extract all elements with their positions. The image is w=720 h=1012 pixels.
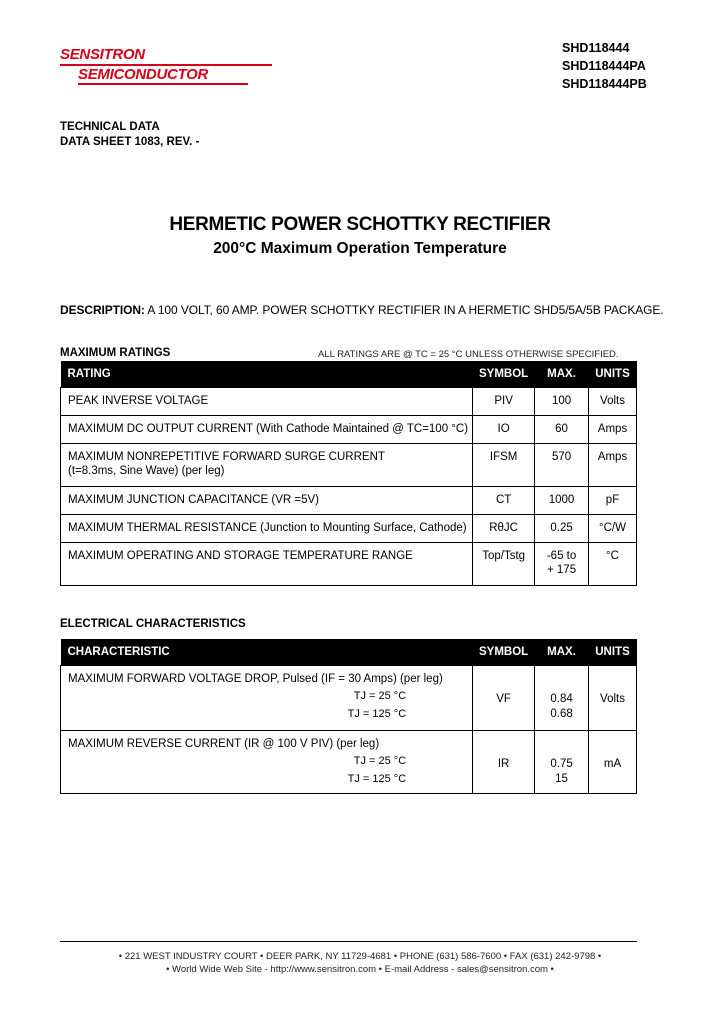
- company-logo-line2: SEMICONDUCTOR: [78, 66, 208, 83]
- symbol-cell: RθJC: [489, 522, 518, 534]
- footer-divider: [60, 941, 637, 942]
- document-subtitle: 200°C Maximum Operation Temperature: [213, 240, 507, 257]
- table-row: [61, 731, 637, 794]
- document-title: HERMETIC POWER SCHOTTKY RECTIFIER: [169, 214, 551, 235]
- characteristic-cell: MAXIMUM FORWARD VOLTAGE DROP, Pulsed (IF = 30 Amps) (per leg): [68, 673, 443, 685]
- symbol-cell: IO: [497, 423, 510, 435]
- units-cell: Volts: [600, 693, 625, 705]
- rating-cell: MAXIMUM DC OUTPUT CURRENT (With Cathode Maintained @ TC=100 °C): [68, 423, 469, 435]
- max-cell: 100: [551, 395, 572, 407]
- units-cell: °C/W: [599, 522, 626, 534]
- rating-cell: MAXIMUM JUNCTION CAPACITANCE (VR =5V): [68, 494, 319, 506]
- rating-cell: MAXIMUM OPERATING AND STORAGE TEMPERATURE RANGE: [68, 550, 413, 562]
- symbol-cell: VF: [496, 693, 511, 705]
- table-row: [61, 543, 637, 586]
- max-cell: 0.25: [550, 522, 573, 534]
- characteristic-cell: MAXIMUM REVERSE CURRENT (IR @ 100 V PIV) (per leg): [68, 738, 380, 750]
- logo-underline: [78, 83, 248, 85]
- section-title-electrical: ELECTRICAL CHARACTERISTICS: [60, 618, 246, 630]
- units-cell: °C: [606, 550, 619, 562]
- ratings-condition-note: ALL RATINGS ARE @ TC = 25 °C UNLESS OTHERWISE SPECIFIED.: [318, 349, 619, 360]
- column-header: RATING: [61, 361, 473, 388]
- units-cell: Amps: [597, 423, 628, 435]
- max-cell: 0.68: [550, 708, 573, 720]
- column-header: UNITS: [589, 361, 637, 388]
- table-row: [61, 444, 637, 487]
- table-header-row: [61, 639, 637, 666]
- units-cell: mA: [603, 758, 622, 770]
- description: [60, 303, 664, 317]
- units-cell: Amps: [597, 451, 628, 463]
- description-text: A 100 VOLT, 60 AMP. POWER SCHOTTKY RECTIFIER IN A HERMETIC SHD5/5A/5B PACKAGE.: [144, 303, 664, 317]
- table-row: [61, 388, 637, 416]
- table-row: [61, 416, 637, 444]
- symbol-cell: CT: [495, 494, 512, 506]
- table-row: [61, 666, 637, 731]
- technical-data-label: TECHNICAL DATA: [60, 121, 160, 133]
- column-header: MAX.: [535, 361, 589, 388]
- max-ratings-table: [60, 361, 637, 586]
- max-cell: 0.75: [550, 758, 573, 770]
- max-cell: 60: [555, 423, 568, 435]
- rating-cell: MAXIMUM NONREPETITIVE FORWARD SURGE CURRENT: [68, 451, 385, 463]
- column-header: MAX.: [535, 639, 589, 666]
- max-cell: -65 to: [546, 550, 577, 562]
- condition-text: TJ = 125 °C: [347, 708, 407, 720]
- column-header: CHARACTERISTIC: [61, 639, 473, 666]
- table-row: [61, 515, 637, 543]
- rating-cell: PEAK INVERSE VOLTAGE: [68, 395, 209, 407]
- description-label: DESCRIPTION:: [60, 303, 145, 317]
- part-number: SHD118444: [562, 41, 630, 55]
- units-cell: pF: [605, 494, 620, 506]
- footer-address: • 221 WEST INDUSTRY COURT • DEER PARK, NY 11729-4681 • PHONE (631) 586-7600 • FAX (631) 242-9798 •: [118, 951, 602, 962]
- footer-web-email: • World Wide Web Site - http://www.sensitron.com • E-mail Address - sales@sensitron.com •: [166, 964, 554, 975]
- condition-text: TJ = 125 °C: [347, 773, 407, 785]
- condition-text: TJ = 25 °C: [353, 690, 407, 702]
- max-cell: 0.84: [550, 693, 573, 705]
- symbol-cell: PIV: [494, 395, 513, 407]
- max-cell: 570: [551, 451, 572, 463]
- company-logo-line1: SENSITRON: [60, 46, 145, 63]
- column-header: SYMBOL: [473, 361, 535, 388]
- column-header: SYMBOL: [473, 639, 535, 666]
- condition-text: TJ = 25 °C: [353, 755, 407, 767]
- symbol-cell: Top/Tstg: [482, 550, 526, 562]
- part-number: SHD118444PB: [562, 77, 647, 91]
- column-header: UNITS: [589, 639, 637, 666]
- part-number: SHD118444PA: [562, 59, 646, 73]
- table-header-row: [61, 361, 637, 388]
- symbol-cell: IFSM: [489, 451, 518, 463]
- rating-cell-line2: (t=8.3ms, Sine Wave) (per leg): [68, 465, 225, 477]
- max-cell: 15: [555, 773, 568, 785]
- section-title-max-ratings: MAXIMUM RATINGS: [60, 347, 171, 359]
- max-cell: 1000: [548, 494, 575, 506]
- symbol-cell: IR: [497, 758, 510, 770]
- electrical-characteristics-table: [60, 639, 637, 794]
- table-row: [61, 487, 637, 515]
- datasheet-number: DATA SHEET 1083, REV. -: [60, 136, 200, 148]
- rating-cell: MAXIMUM THERMAL RESISTANCE (Junction to Mounting Surface, Cathode): [68, 522, 467, 534]
- units-cell: Volts: [600, 395, 625, 407]
- max-cell-line2: + 175: [547, 564, 577, 576]
